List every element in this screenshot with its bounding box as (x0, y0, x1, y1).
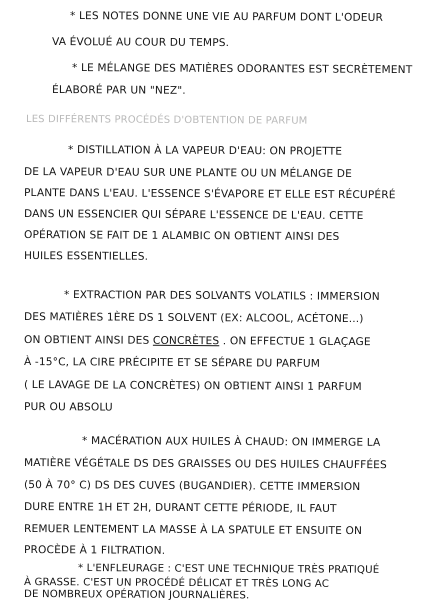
note-line: À -15°C, LA CIRE PRÉCIPITE ET SE SÉPARE DU PARFUM (23, 356, 321, 370)
note-line: PLANTE DANS L'EAU. L'ESSENCE S'ÉVAPORE ET ELLE EST RÉCUPÉRÉ (23, 187, 396, 202)
line-text: ON OBTIENT AINSI DES (23, 334, 150, 347)
note-line: OPÉRATION SE FAIT DE 1 ALAMBIC ON OBTIENT AINSI DES (23, 229, 340, 243)
section-heading: LES DIFFÉRENTS PROCÉDÉS D'OBTENTION DE PARFUM (25, 114, 308, 127)
note-line: * LES NOTES DONNE UNE VIE AU PARFUM DONT L'ODEUR (69, 10, 384, 24)
line-text: . ON EFFECTUE 1 GLAÇAGE (222, 335, 371, 349)
note-line: DURE ENTRE 1H ET 2H, DURANT CETTE PÉRIODE, IL FAUT (23, 501, 337, 515)
note-line: PROCÈDE À 1 FILTRATION. (23, 544, 166, 557)
note-line: ÉLABORÉ PAR UN "NEZ". (51, 84, 186, 97)
note-line: HUILES ESSENTIELLES. (23, 250, 149, 263)
note-line: * EXTRACTION PAR DES SOLVANTS VOLATILS : IMMERSION (63, 289, 380, 303)
note-line: MATIÈRE VÉGÉTALE DS DES GRAISSES OU DES HUILES CHAUFFÉES (23, 457, 387, 472)
note-line: PUR OU ABSOLU (23, 401, 113, 414)
note-line: * L'ENFLEURAGE : C'EST UNE TECHNIQUE TRÈS PRATIQUÉ (77, 563, 380, 576)
note-line: VA ÉVOLUÉ AU COUR DU TEMPS. (51, 36, 230, 50)
note-line (24, 334, 371, 348)
note-line: (50 À 70° C) DS DES CUVES (BUGANDIER). CETTE IMMERSION (23, 479, 361, 494)
note-line: DANS UN ESSENCIER QUI SÉPARE L'ESSENCE DE L'EAU. CETTE (23, 208, 364, 223)
note-line: À GRASSE. C'EST UN PROCÉDÉ DÉLICAT ET TRÈS LONG AC (23, 577, 330, 590)
underlined-term: CONCRÈTES (152, 334, 220, 348)
note-line: * MACÉRATION AUX HUILES À CHAUD: ON IMMERGE LA (81, 435, 381, 449)
note-line: REMUER LENTEMENT LA MASSE À LA SPATULE ET ENSUITE ON (23, 523, 363, 538)
note-line: DES MATIÈRES 1ÈRE DS 1 SOLVENT (EX: ALCOOL, ACÉTONE...) (23, 311, 364, 326)
note-line: DE NOMBREUX OPÉRATION JOURNALIÈRES. (23, 589, 250, 601)
note-line: * LE MÉLANGE DES MATIÈRES ODORANTES EST SECRÈTEMENT (71, 62, 413, 77)
note-line: ( LE LAVAGE DE LA CONCRÈTES) ON OBTIENT AINSI 1 PARFUM (23, 379, 362, 394)
note-line: DE LA VAPEUR D'EAU SUR UNE PLANTE OU UN MÉLANGE DE (23, 166, 352, 181)
note-line: * DISTILLATION À LA VAPEUR D'EAU: ON PROJETTE (67, 144, 343, 158)
